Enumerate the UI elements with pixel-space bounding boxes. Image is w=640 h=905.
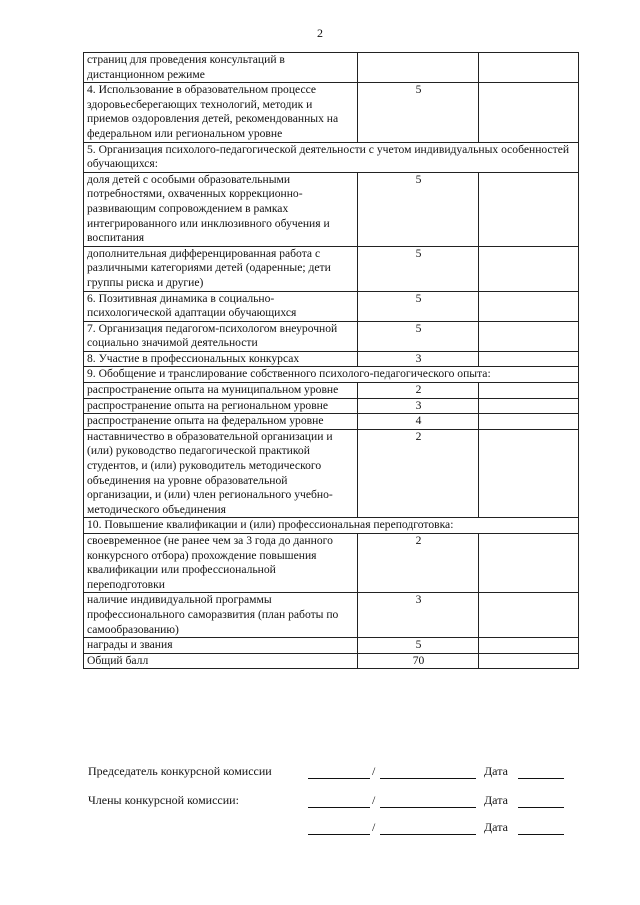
slash: / xyxy=(372,764,376,778)
criterion-text: 6. Позитивная динамика в социально-психологической адаптации обучающихся xyxy=(84,291,358,321)
evaluation-cell[interactable] xyxy=(479,593,579,638)
criterion-row xyxy=(84,429,579,518)
chairman-label: Председатель конкурсной комиссии xyxy=(88,764,272,778)
evaluation-cell[interactable] xyxy=(479,321,579,351)
criterion-row xyxy=(84,593,579,638)
criterion-score: 5 xyxy=(358,172,479,246)
evaluation-cell[interactable] xyxy=(479,172,579,246)
evaluation-cell[interactable] xyxy=(479,383,579,399)
slash: / xyxy=(372,793,376,807)
signature-line[interactable] xyxy=(308,820,370,835)
criterion-text: Общий балл xyxy=(84,653,358,669)
evaluation-cell[interactable] xyxy=(479,351,579,367)
date-label: Дата xyxy=(484,820,508,834)
criterion-score: 70 xyxy=(358,653,479,669)
criterion-row xyxy=(84,653,579,669)
criterion-text: распространение опыта на федеральном уровне xyxy=(84,414,358,430)
section-row xyxy=(84,142,579,172)
criterion-text: страниц для проведения консультаций в дистанционном режиме xyxy=(84,53,358,83)
criterion-score: 3 xyxy=(358,398,479,414)
criterion-score: 5 xyxy=(358,83,479,142)
evaluation-cell[interactable] xyxy=(479,83,579,142)
criterion-score: 2 xyxy=(358,534,479,593)
criterion-row xyxy=(84,246,579,291)
name-line[interactable] xyxy=(380,820,476,835)
criterion-score: 5 xyxy=(358,291,479,321)
evaluation-cell[interactable] xyxy=(479,534,579,593)
name-line[interactable] xyxy=(380,764,476,779)
criterion-row xyxy=(84,291,579,321)
criterion-row xyxy=(84,53,579,83)
evaluation-cell[interactable] xyxy=(479,638,579,654)
criterion-score: 3 xyxy=(358,593,479,638)
date-line[interactable] xyxy=(518,793,564,808)
criterion-row xyxy=(84,83,579,142)
criterion-text: 7. Организация педагогом-психологом внеурочной социально значимой деятельности xyxy=(84,321,358,351)
criterion-score: 5 xyxy=(358,246,479,291)
evaluation-cell[interactable] xyxy=(479,429,579,518)
date-line[interactable] xyxy=(518,820,564,835)
criterion-row xyxy=(84,321,579,351)
criterion-score: 4 xyxy=(358,414,479,430)
date-label: Дата xyxy=(484,764,508,778)
evaluation-cell[interactable] xyxy=(479,398,579,414)
criterion-text: своевременное (не ранее чем за 3 года до данного конкурсного отбора) прохождение повышения квалификации или профессиональной переподготовки xyxy=(84,534,358,593)
criterion-text: распространение опыта на региональном уровне xyxy=(84,398,358,414)
evaluation-cell[interactable] xyxy=(479,414,579,430)
criterion-text: дополнительная дифференцированная работа с различными категориями детей (одаренные; дети группы риска и другие) xyxy=(84,246,358,291)
evaluation-cell[interactable] xyxy=(479,653,579,669)
criterion-score: 3 xyxy=(358,351,479,367)
criterion-text: наличие индивидуальной программы профессионального саморазвития (план работы по самообразованию) xyxy=(84,593,358,638)
criterion-row xyxy=(84,534,579,593)
signature-line[interactable] xyxy=(308,793,370,808)
members-label: Члены конкурсной комиссии: xyxy=(88,793,239,807)
section-heading: 5. Организация психолого-педагогической деятельности с учетом индивидуальных особенностей обучающихся: xyxy=(84,142,579,172)
section-row xyxy=(84,518,579,534)
criterion-text: 4. Использование в образовательном процессе здоровьесберегающих технологий, методик и приемов оздоровления детей, рекомендованных на федеральном или региональном уровне xyxy=(84,83,358,142)
section-row xyxy=(84,367,579,383)
criterion-score: 5 xyxy=(358,321,479,351)
criterion-score: 2 xyxy=(358,429,479,518)
criterion-text: награды и звания xyxy=(84,638,358,654)
evaluation-cell[interactable] xyxy=(479,291,579,321)
date-line[interactable] xyxy=(518,764,564,779)
members-signature-row-2 xyxy=(88,820,568,836)
criterion-score: 5 xyxy=(358,638,479,654)
criterion-text: наставничество в образовательной организации и (или) руководство педагогической практикой студентов, и (или) руководитель методического объединения на уровне образовательной организации, и (или) член регионального учебно-методического объединения xyxy=(84,429,358,518)
page-number: 2 xyxy=(317,26,323,40)
section-heading: 10. Повышение квалификации и (или) профессиональная переподготовка: xyxy=(84,518,579,534)
slash: / xyxy=(372,820,376,834)
criterion-row xyxy=(84,414,579,430)
signature-line[interactable] xyxy=(308,764,370,779)
evaluation-cell[interactable] xyxy=(479,246,579,291)
criterion-text: распространение опыта на муниципальном уровне xyxy=(84,383,358,399)
criterion-row xyxy=(84,383,579,399)
name-line[interactable] xyxy=(380,793,476,808)
evaluation-cell[interactable] xyxy=(479,53,579,83)
criterion-score xyxy=(358,53,479,83)
criterion-score: 2 xyxy=(358,383,479,399)
criterion-row xyxy=(84,172,579,246)
section-heading: 9. Обобщение и транслирование собственного психолого-педагогического опыта: xyxy=(84,367,579,383)
criterion-row xyxy=(84,638,579,654)
criterion-text: 8. Участие в профессиональных конкурсах xyxy=(84,351,358,367)
criterion-text: доля детей с особыми образовательными потребностями, охваченных коррекционно-развивающим сопровождением в рамках интегрированного или инклюзивного обучения и воспитания xyxy=(84,172,358,246)
members-signature-row xyxy=(88,793,568,809)
criterion-row xyxy=(84,398,579,414)
date-label: Дата xyxy=(484,793,508,807)
chairman-signature-row xyxy=(88,764,568,780)
criteria-table xyxy=(83,52,579,669)
criterion-row xyxy=(84,351,579,367)
